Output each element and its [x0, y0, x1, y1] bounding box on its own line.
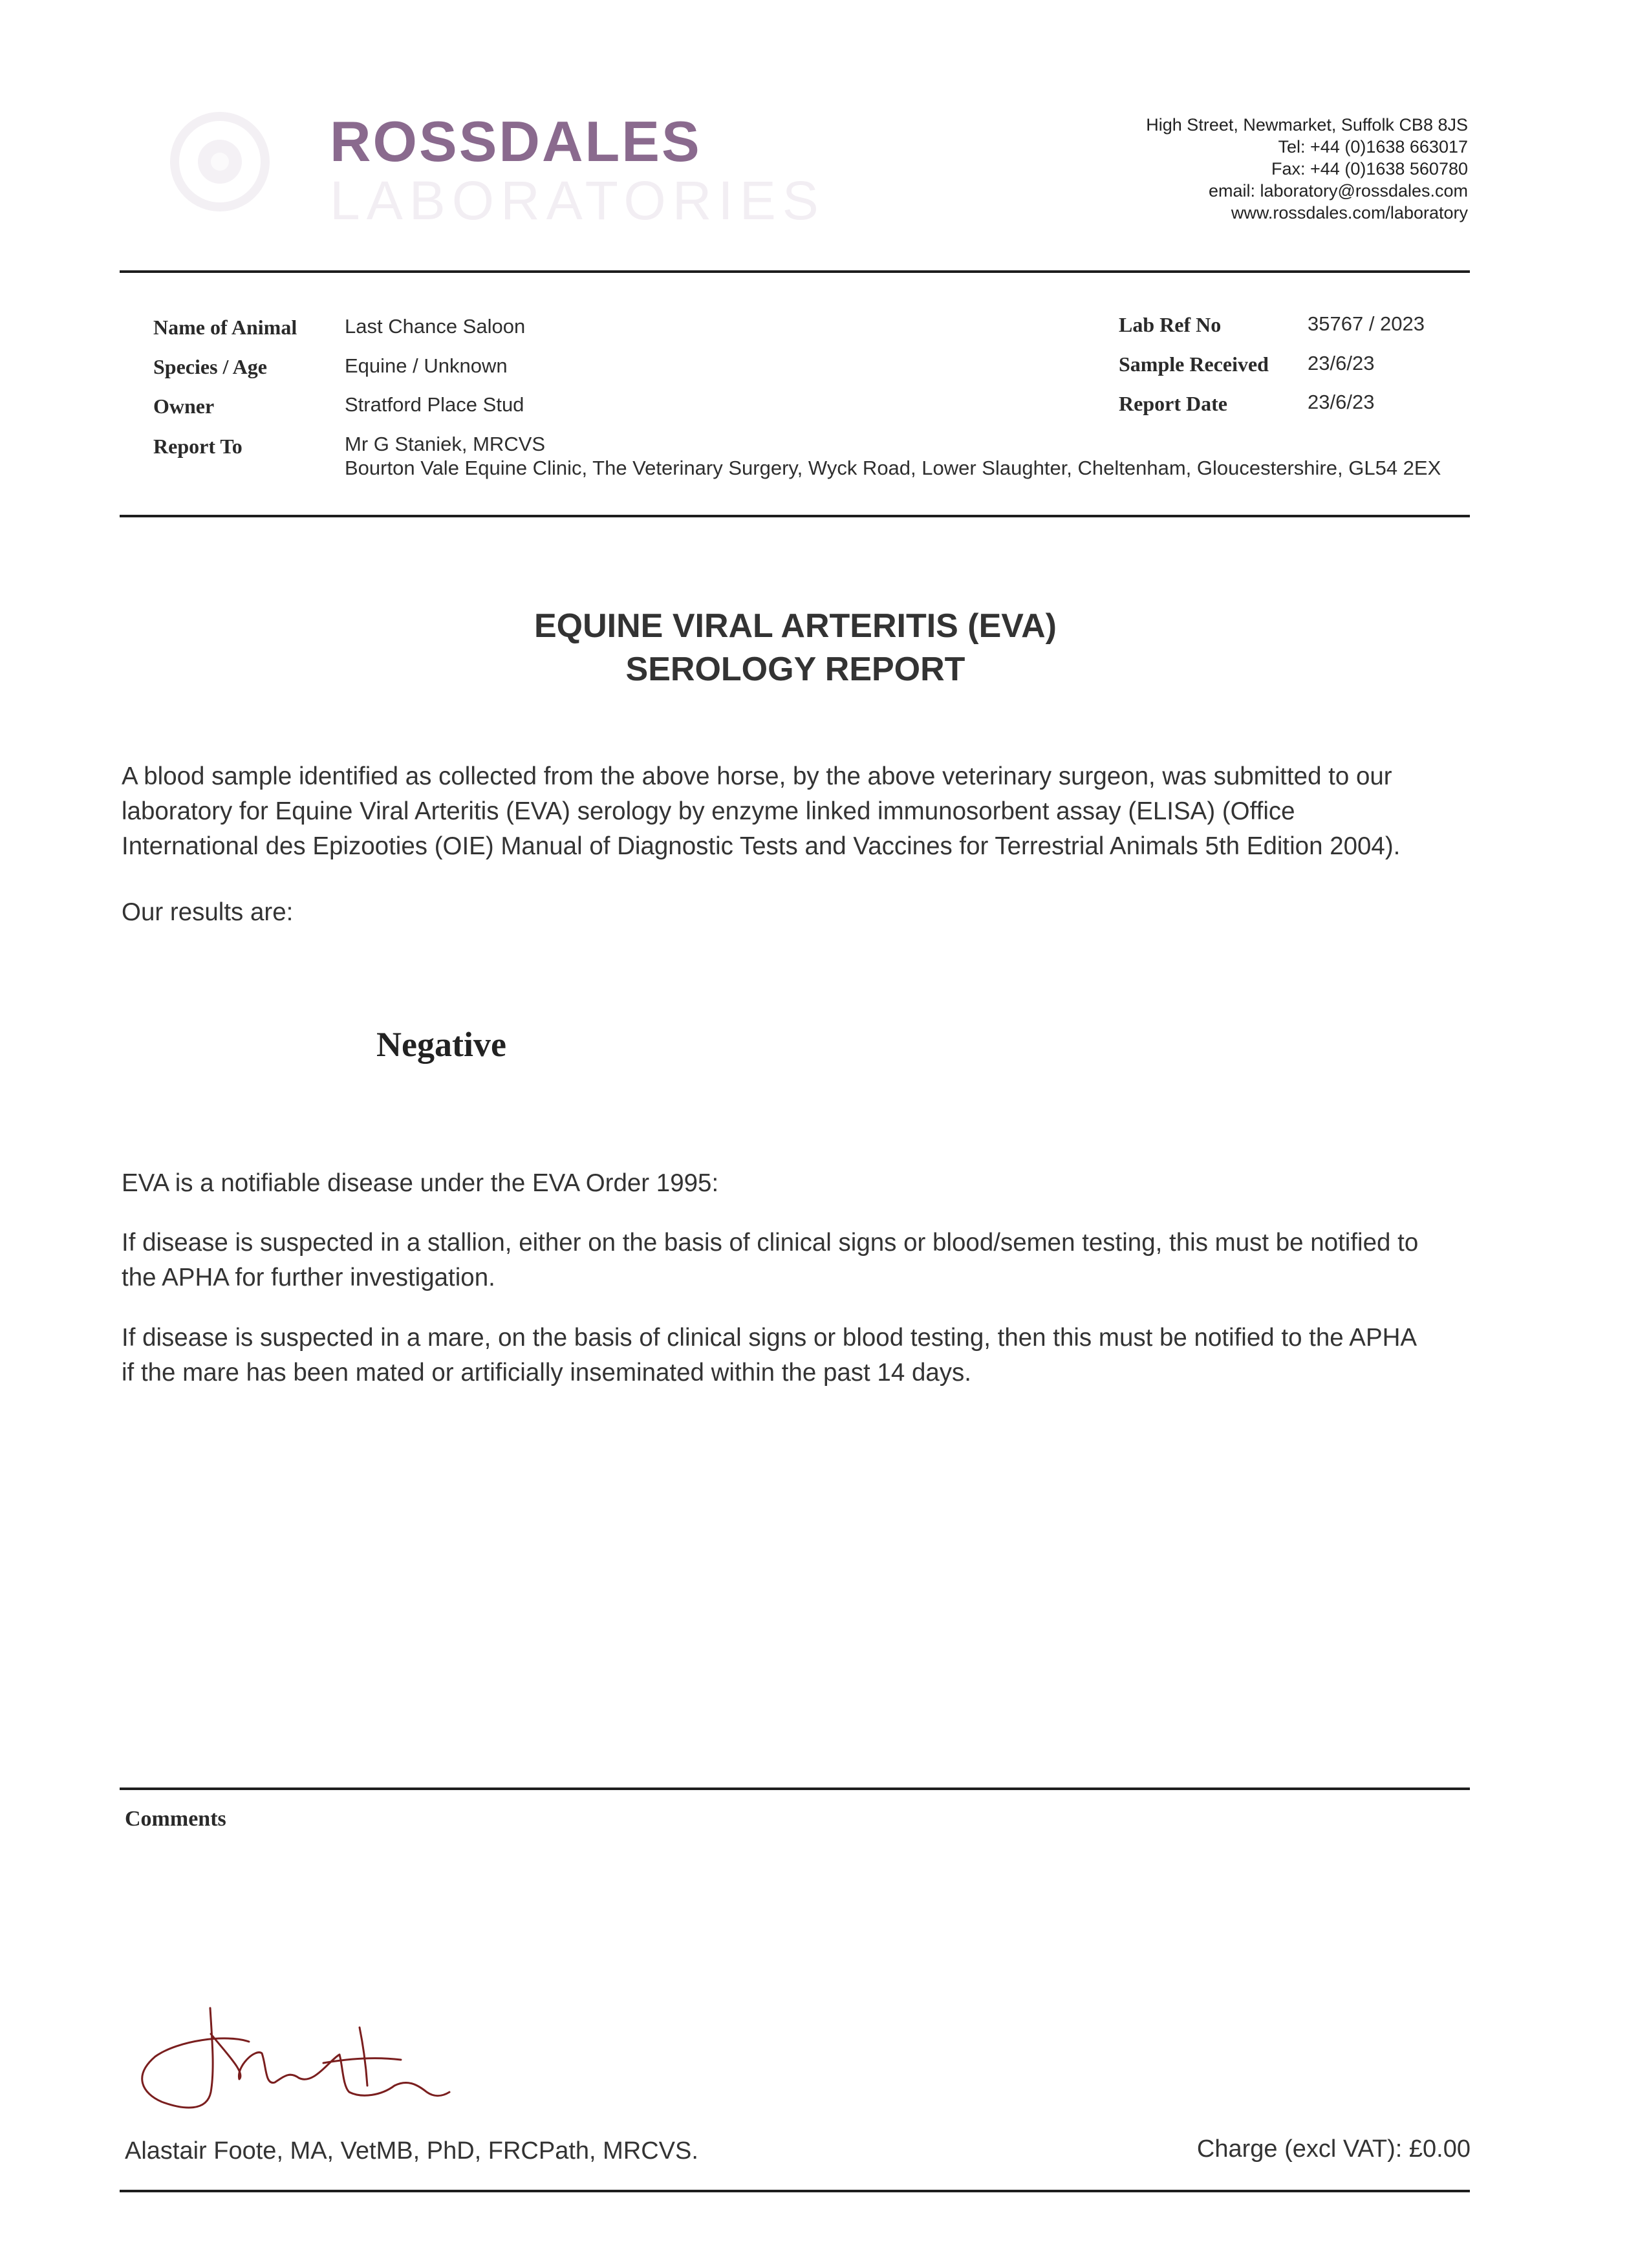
stallion-paragraph — [122, 1226, 1473, 1295]
intro-line: laboratory for Equine Viral Arteritis (EVA) serology by enzyme linked immunosorbent assay (ELISA) (Office — [122, 797, 1295, 825]
mare-line: if the mare has been mated or artificially inseminated within the past 14 days. — [122, 1359, 971, 1387]
comments-label: Comments — [125, 1807, 226, 1831]
info-divider — [120, 515, 1470, 517]
report-date-value: 23/6/23 — [1308, 391, 1375, 413]
lab-ref-value: 35767 / 2023 — [1308, 312, 1425, 335]
species-age-value: Equine / Unknown — [345, 354, 508, 377]
sample-received-label: Sample Received — [1119, 352, 1269, 376]
footer-divider — [120, 2190, 1470, 2192]
brand-subtitle: LABORATORIES — [330, 170, 825, 231]
intro-line: A blood sample identified as collected from the above horse, by the above veterinary surgeon, was submitted to our — [122, 762, 1392, 790]
brand-name: ROSSDALES — [330, 109, 702, 173]
address-street: High Street, Newmarket, Suffolk CB8 8JS — [1146, 115, 1468, 135]
address-email: email: laboratory@rossdales.com — [1208, 181, 1468, 200]
signature-icon — [129, 1995, 479, 2118]
results-intro: Our results are: — [122, 898, 294, 926]
report-to-name: Mr G Staniek, MRCVS — [345, 433, 546, 455]
address-website: www.rossdales.com/laboratory — [1231, 203, 1468, 222]
address-fax: Fax: +44 (0)1638 560780 — [1271, 159, 1468, 178]
stallion-line: the APHA for further investigation. — [122, 1264, 495, 1291]
intro-line: International des Epizooties (OIE) Manual of Diagnostic Tests and Vaccines for Terrestrial Animals 5th Edition 2004). — [122, 832, 1401, 860]
logo-emblem-icon — [165, 97, 275, 226]
lab-address — [1146, 114, 1468, 224]
comments-divider — [120, 1787, 1470, 1790]
intro-paragraph — [122, 759, 1473, 864]
owner-value: Stratford Place Stud — [345, 393, 524, 416]
header-divider — [120, 270, 1470, 273]
name-of-animal-value: Last Chance Saloon — [345, 315, 526, 338]
name-of-animal-label: Name of Animal — [153, 316, 297, 339]
owner-label: Owner — [153, 394, 215, 418]
mare-paragraph — [122, 1321, 1473, 1390]
mare-line: If disease is suspected in a mare, on the basis of clinical signs or blood testing, then this must be notified to the APHA — [122, 1324, 1417, 1352]
report-title-line1: EQUINE VIRAL ARTERITIS (EVA) — [534, 607, 1057, 645]
stallion-line: If disease is suspected in a stallion, either on the basis of clinical signs or blood/semen testing, this must be notified to — [122, 1229, 1419, 1257]
test-result: Negative — [376, 1025, 506, 1064]
charge-amount: Charge (excl VAT): £0.00 — [1196, 2135, 1471, 2163]
lab-ref-label: Lab Ref No — [1119, 313, 1222, 336]
report-date-label: Report Date — [1119, 392, 1227, 415]
signatory-name: Alastair Foote, MA, VetMB, PhD, FRCPath, MRCVS. — [125, 2137, 698, 2165]
report-title-line2: SEROLOGY REPORT — [625, 651, 965, 688]
report-to-label: Report To — [153, 435, 242, 458]
sample-received-value: 23/6/23 — [1308, 352, 1375, 374]
address-tel: Tel: +44 (0)1638 663017 — [1278, 137, 1468, 157]
species-age-label: Species / Age — [153, 355, 267, 378]
report-to-address: Bourton Vale Equine Clinic, The Veterinary Surgery, Wyck Road, Lower Slaughter, Cheltenham, Gloucestershire, GL54 2EX — [345, 457, 1441, 479]
notifiable-statement: EVA is a notifiable disease under the EVA Order 1995: — [122, 1169, 719, 1197]
